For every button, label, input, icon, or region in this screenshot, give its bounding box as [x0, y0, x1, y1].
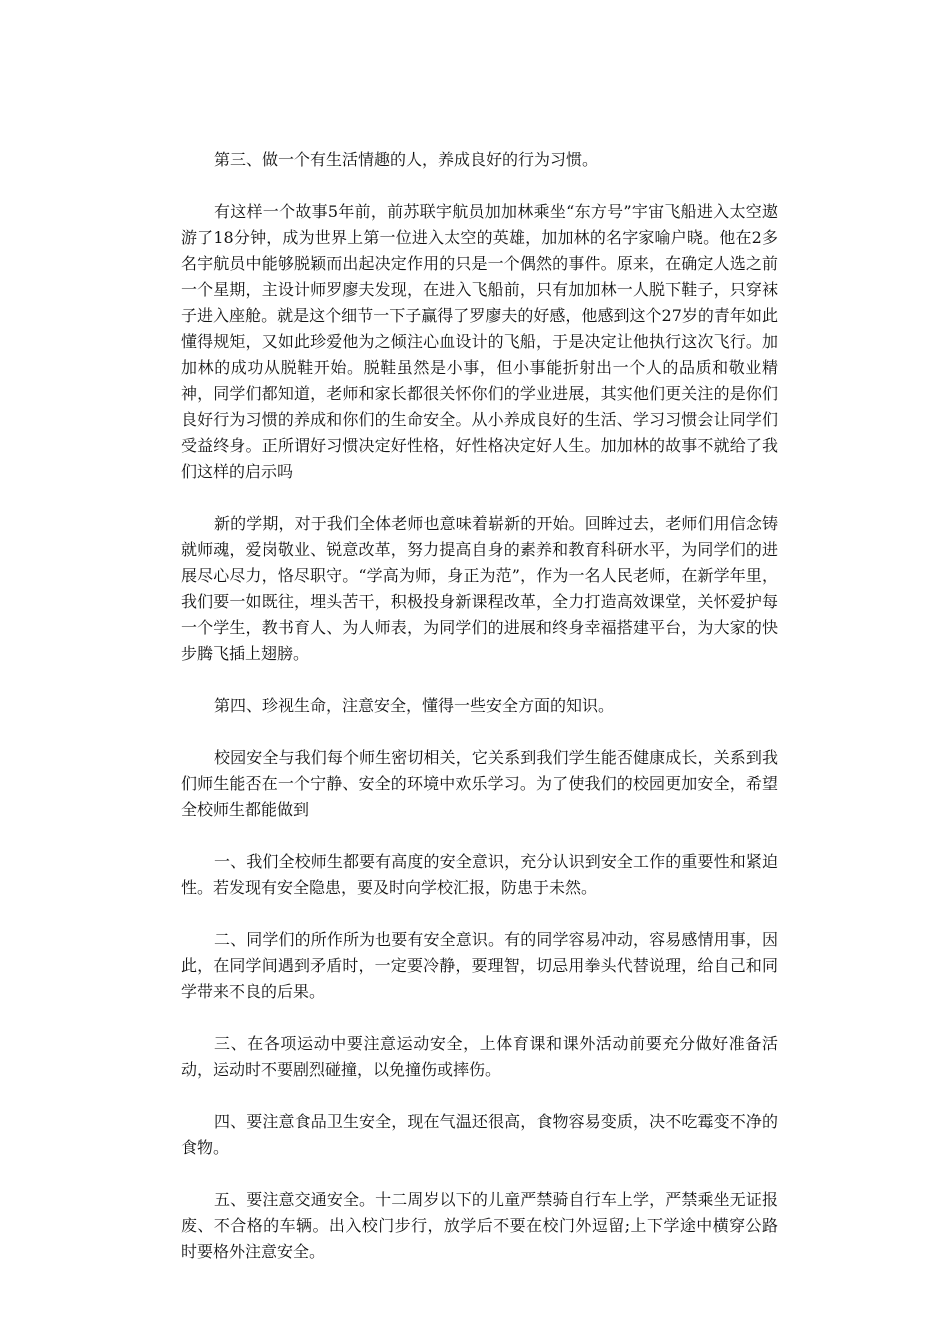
- list-item-1: 一、我们全校师生都要有高度的安全意识，充分认识到安全工作的重要性和紧迫性。若发现有安全隐患，要及时向学校汇报，防患于未然。: [181, 852, 778, 897]
- body-paragraph-campus-safety: 校园安全与我们每个师生密切相关，它关系到我们学生能否健康成长，关系到我们师生能否在一个宁静、安全的环境中欢乐学习。为了使我们的校园更加安全，希望全校师生都能做到: [181, 748, 778, 819]
- list-item-3: 三、在各项运动中要注意运动安全，上体育课和课外活动前要充分做好准备活动，运动时不要剧烈碰撞，以免撞伤或摔伤。: [181, 1034, 778, 1079]
- list-item-5: 五、要注意交通安全。十二周岁以下的儿童严禁骑自行车上学，严禁乘坐无证报废、不合格的车辆。出入校门步行，放学后不要在校门外逗留;上下学途中横穿公路时要格外注意安全。: [181, 1190, 778, 1261]
- heading-paragraph-4: 第四、珍视生命，注意安全，懂得一些安全方面的知识。: [214, 696, 615, 715]
- list-item-4: 四、要注意食品卫生安全，现在气温还很高，食物容易变质，决不吃霉变不净的食物。: [181, 1112, 778, 1157]
- heading-paragraph-3: 第三、做一个有生活情趣的人，养成良好的行为习惯。: [214, 150, 599, 169]
- body-paragraph-new-semester: 新的学期，对于我们全体老师也意味着崭新的开始。回眸过去，老师们用信念铸就师魂，爱岗敬业、锐意改革，努力提高自身的素养和教育科研水平，为同学们的进展尽心尽力，恪尽职守。“学高为师，身正为范”，作为一名人民老师，在新学年里，我们要一如既往，埋头苦干，积极投身新课程改革，全力打造高效课堂，关怀爱护每一个学生，教书育人、为人师表，为同学们的进展和终身幸福搭建平台，为大家的快步腾飞插上翅膀。: [181, 514, 778, 663]
- document-page: [181, 147, 778, 1291]
- list-item-2: 二、同学们的所作所为也要有安全意识。有的同学容易冲动，容易感情用事，因此，在同学间遇到矛盾时，一定要冷静，要理智，切忌用拳头代替说理，给自己和同学带来不良的后果。: [181, 930, 778, 1001]
- body-paragraph-gagarin-story: 有这样一个故事5年前，前苏联宇航员加加林乘坐“东方号”宇宙飞船进入太空遨游了18分钟，成为世界上第一位进入太空的英雄，加加林的名字家喻户晓。他在2多名宇航员中能够脱颖而出起决定作用的只是一个偶然的事件。原来，在确定人选之前一个星期，主设计师罗廖夫发现，在进入飞船前，只有加加林一人脱下鞋子，只穿袜子进入座舱。就是这个细节一下子赢得了罗廖夫的好感，他感到这个27岁的青年如此懂得规矩，又如此珍爱他为之倾注心血设计的飞船，于是决定让他执行这次飞行。加加林的成功从脱鞋开始。脱鞋虽然是小事，但小事能折射出一个人的品质和敬业精神，同学们都知道，老师和家长都很关怀你们的学业进展，其实他们更关注的是你们良好行为习惯的养成和你们的生命安全。从小养成良好的生活、学习习惯会让同学们受益终身。正所谓好习惯决定好性格，好性格决定好人生。加加林的故事不就给了我们这样的启示吗: [181, 202, 778, 481]
